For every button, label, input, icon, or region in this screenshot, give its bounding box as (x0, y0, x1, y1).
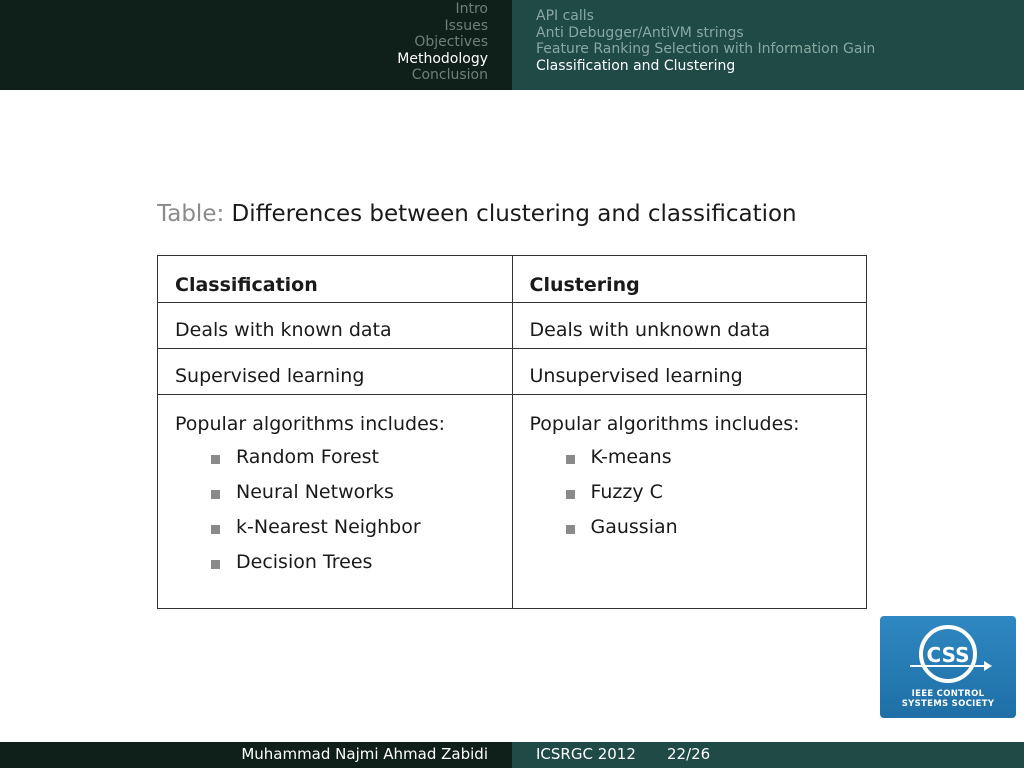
list-item (211, 480, 495, 515)
header-bar (0, 0, 1024, 90)
nav-subsection-anti-debugger[interactable]: Anti Debugger/AntiVM strings (536, 24, 744, 41)
nav-section-intro[interactable]: Intro (455, 1, 488, 17)
list-item-label: Neural Networks (236, 481, 394, 503)
comparison-table (157, 255, 867, 609)
footer-conference: ICSRGC 2012 (536, 745, 636, 763)
logo-text-line2: SYSTEMS SOCIETY (901, 699, 995, 709)
list-item (211, 515, 495, 550)
footer-bar (0, 742, 1024, 768)
logo-text-line1: IEEE CONTROL (911, 689, 985, 699)
table-cell: Unsupervised learning (512, 349, 867, 395)
nav-subsection-api-calls[interactable]: API calls (536, 8, 594, 24)
square-bullet-icon (566, 525, 575, 534)
list-item-label: k-Nearest Neighbor (236, 516, 421, 538)
table-row-algorithms (158, 395, 867, 609)
caption-label: Table: (157, 201, 225, 227)
nav-subsection-classification[interactable]: Classification and Clustering (536, 57, 736, 74)
table-row (158, 303, 867, 349)
table-cell: Supervised learning (158, 349, 513, 395)
nav-section-issues[interactable]: Issues (444, 17, 488, 34)
page-number: 22/26 (667, 745, 711, 763)
list-item-label: Decision Trees (236, 551, 373, 573)
table-header-row (158, 256, 867, 303)
list-item-label: K-means (590, 446, 672, 468)
list-item (211, 445, 495, 480)
subsection-nav (512, 0, 1024, 90)
list-item (566, 480, 850, 515)
table-cell: Deals with known data (158, 303, 513, 349)
table-caption (157, 201, 797, 227)
square-bullet-icon (566, 490, 575, 499)
list-item-label: Fuzzy C (590, 481, 663, 503)
square-bullet-icon (566, 455, 575, 464)
algorithms-intro: Popular algorithms includes: (529, 413, 800, 435)
table-row (158, 349, 867, 395)
list-item (566, 515, 850, 550)
nav-section-methodology[interactable]: Methodology (397, 50, 488, 67)
algorithms-intro: Popular algorithms includes: (175, 413, 446, 435)
nav-section-objectives[interactable]: Objectives (414, 34, 488, 51)
list-item (211, 550, 495, 585)
section-nav (0, 0, 512, 90)
header-cell-classification: Classification (158, 256, 513, 303)
list-item-label: Random Forest (236, 446, 380, 468)
table-cell: Deals with unknown data (512, 303, 867, 349)
logo-mark: CSS (926, 643, 970, 667)
table-cell (158, 395, 513, 609)
square-bullet-icon (211, 560, 220, 569)
list-item (566, 445, 850, 480)
footer-author: Muhammad Najmi Ahmad Zabidi (241, 745, 488, 763)
square-bullet-icon (211, 525, 220, 534)
square-bullet-icon (211, 455, 220, 464)
nav-section-conclusion[interactable]: Conclusion (411, 67, 488, 84)
caption-text: Differences between clustering and classification (231, 201, 797, 227)
list-item-label: Gaussian (590, 516, 678, 538)
nav-subsection-feature-ranking[interactable]: Feature Ranking Selection with Information Gain (536, 41, 876, 58)
table-cell (512, 395, 867, 609)
algorithm-list (175, 445, 495, 585)
ieee-css-logo (880, 616, 1016, 718)
algorithm-list (530, 445, 850, 550)
square-bullet-icon (211, 490, 220, 499)
header-cell-clustering: Clustering (512, 256, 867, 303)
